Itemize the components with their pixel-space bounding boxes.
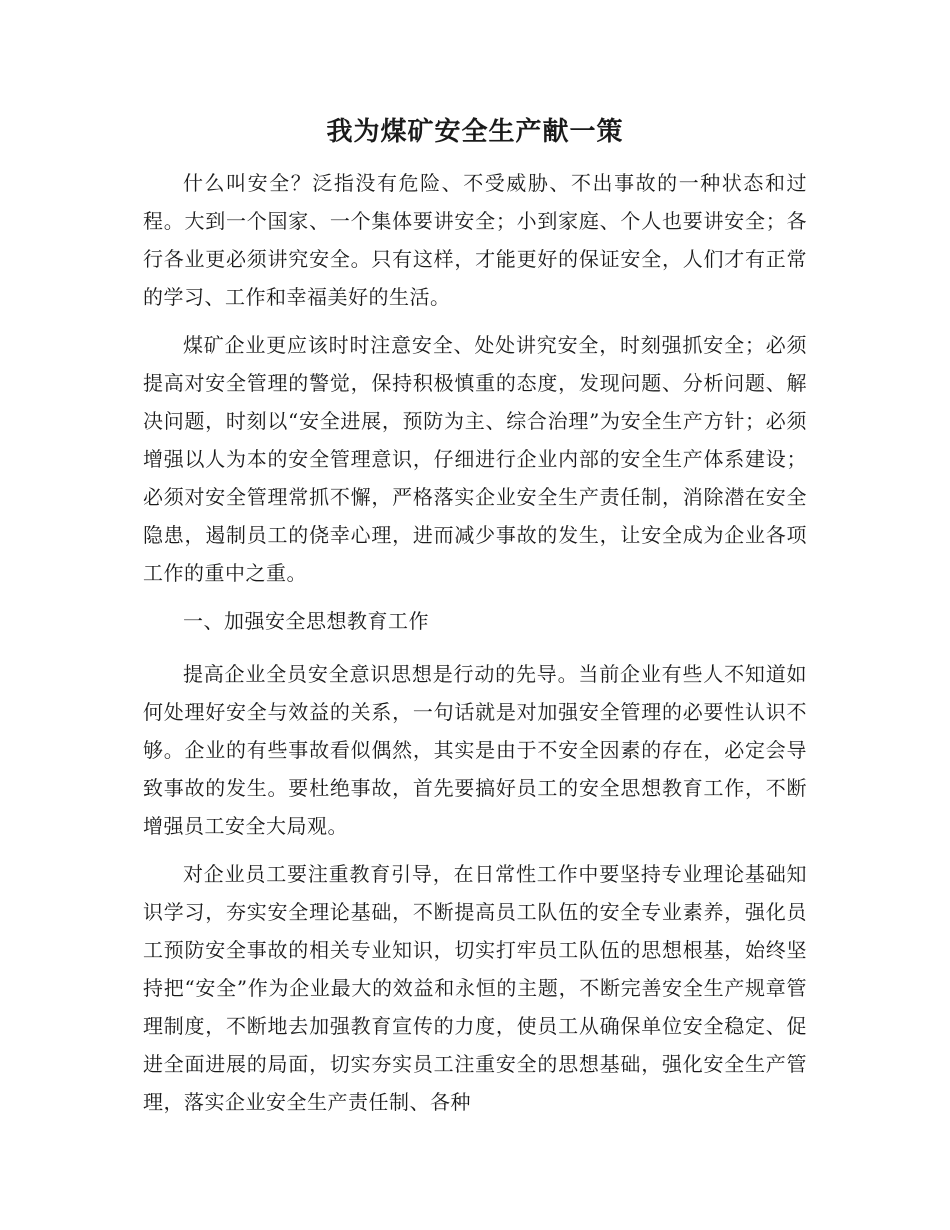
paragraph-education-guidance: 对企业员工要注重教育引导，在日常性工作中要坚持专业理论基础知识学习，夯实安全理论基础，不断提高员工队伍的安全专业素养，强化员工预防安全事故的相关专业知识，切实打牢员工队伍的思想根基，始终坚持把“安全”作为企业最大的效益和永恒的主题，不断完善安全生产规章管理制度，不断地去加强教育宣传的力度，使员工从确保单位安全稳定、促进全面进展的局面，切实夯实员工注重安全的思想基础，强化安全生产管理，落实企业安全生产责任制、各种 bbox=[143, 862, 807, 1114]
paragraph-coal-enterprise: 煤矿企业更应该时时注意安全、处处讲究安全，时刻强抓安全；必须提高对安全管理的警觉，保持积极慎重的态度，发现问题、分析问题、解决问题，时刻以“安全进展，预防为主、综合治理”为安全生产方针；必须增强以人为本的安全管理意识，仔细进行企业内部的安全生产体系建设；必须对安全管理常抓不懈，严格落实企业安全生产责任制，消除潜在安全隐患，遏制员工的侥幸心理，进而减少事故的发生，让安全成为企业各项工作的重中之重。 bbox=[143, 333, 807, 585]
paragraph-intro: 什么叫安全？泛指没有危险、不受威胁、不出事故的一种状态和过程。大到一个国家、一个集体要讲安全；小到家庭、个人也要讲安全；各行各业更必须讲究安全。只有这样，才能更好的保证安全，人们才有正常的学习、工作和幸福美好的生活。 bbox=[143, 171, 807, 309]
paragraph-safety-awareness: 提高企业全员安全意识思想是行动的先导。当前企业有些人不知道如何处理好安全与效益的关系，一句话就是对加强安全管理的必要性认识不够。企业的有些事故看似偶然，其实是由于不安全因素的存在，必定会导致事故的发生。要杜绝事故，首先要搞好员工的安全思想教育工作，不断增强员工安全大局观。 bbox=[143, 662, 807, 838]
section-heading: 一、加强安全思想教育工作 bbox=[183, 609, 429, 633]
document-title: 我为煤矿安全生产献一策 bbox=[326, 117, 624, 147]
